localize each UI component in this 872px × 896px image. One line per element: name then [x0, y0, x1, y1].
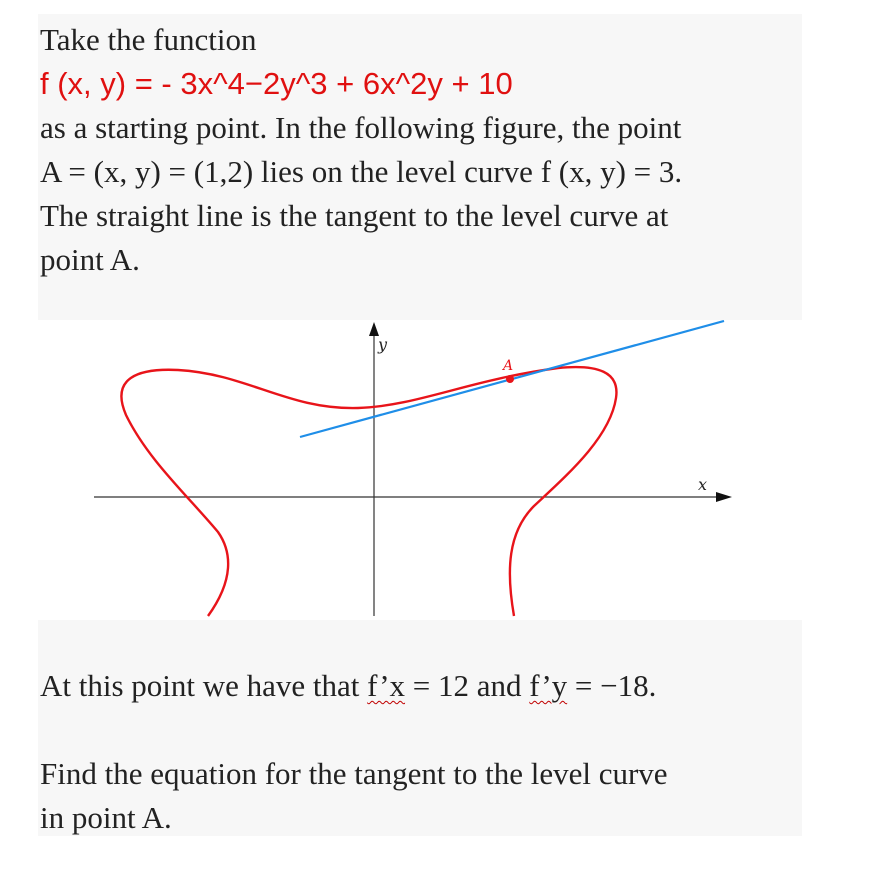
intro-line-5: The straight line is the tangent to the level curve at	[40, 198, 669, 233]
derivatives-prefix: At this point we have that	[40, 668, 368, 703]
question-line-2: in point A.	[40, 800, 172, 835]
fy-value: = −18.	[567, 668, 657, 703]
intro-line-4: A = (x, y) = (1,2) lies on the level curve f (x, y) = 3.	[40, 154, 683, 189]
x-axis-arrow-icon	[716, 492, 732, 502]
level-curve-figure	[38, 320, 802, 620]
point-a-marker	[506, 375, 514, 383]
fx-label: f’x	[367, 668, 406, 703]
intro-line-1: Take the function	[40, 22, 257, 57]
intro-line-6: point A.	[40, 242, 140, 277]
level-curve	[121, 367, 616, 616]
y-axis-label: y	[378, 335, 388, 354]
fx-value: = 12 and	[405, 668, 530, 703]
question-line-1: Find the equation for the tangent to the level curve	[40, 756, 668, 791]
point-a-label: A	[503, 358, 514, 374]
x-axis-label: x	[698, 475, 708, 494]
intro-line-3: as a starting point. In the following figure, the point	[40, 110, 682, 145]
function-definition: f (x, y) = - 3x^4−2y^3 + 6x^2y + 10	[40, 66, 513, 101]
level-curve-svg	[38, 320, 802, 620]
derivatives-line	[40, 668, 656, 704]
fy-label: f’y	[529, 668, 568, 703]
y-axis-arrow-icon	[369, 322, 379, 336]
